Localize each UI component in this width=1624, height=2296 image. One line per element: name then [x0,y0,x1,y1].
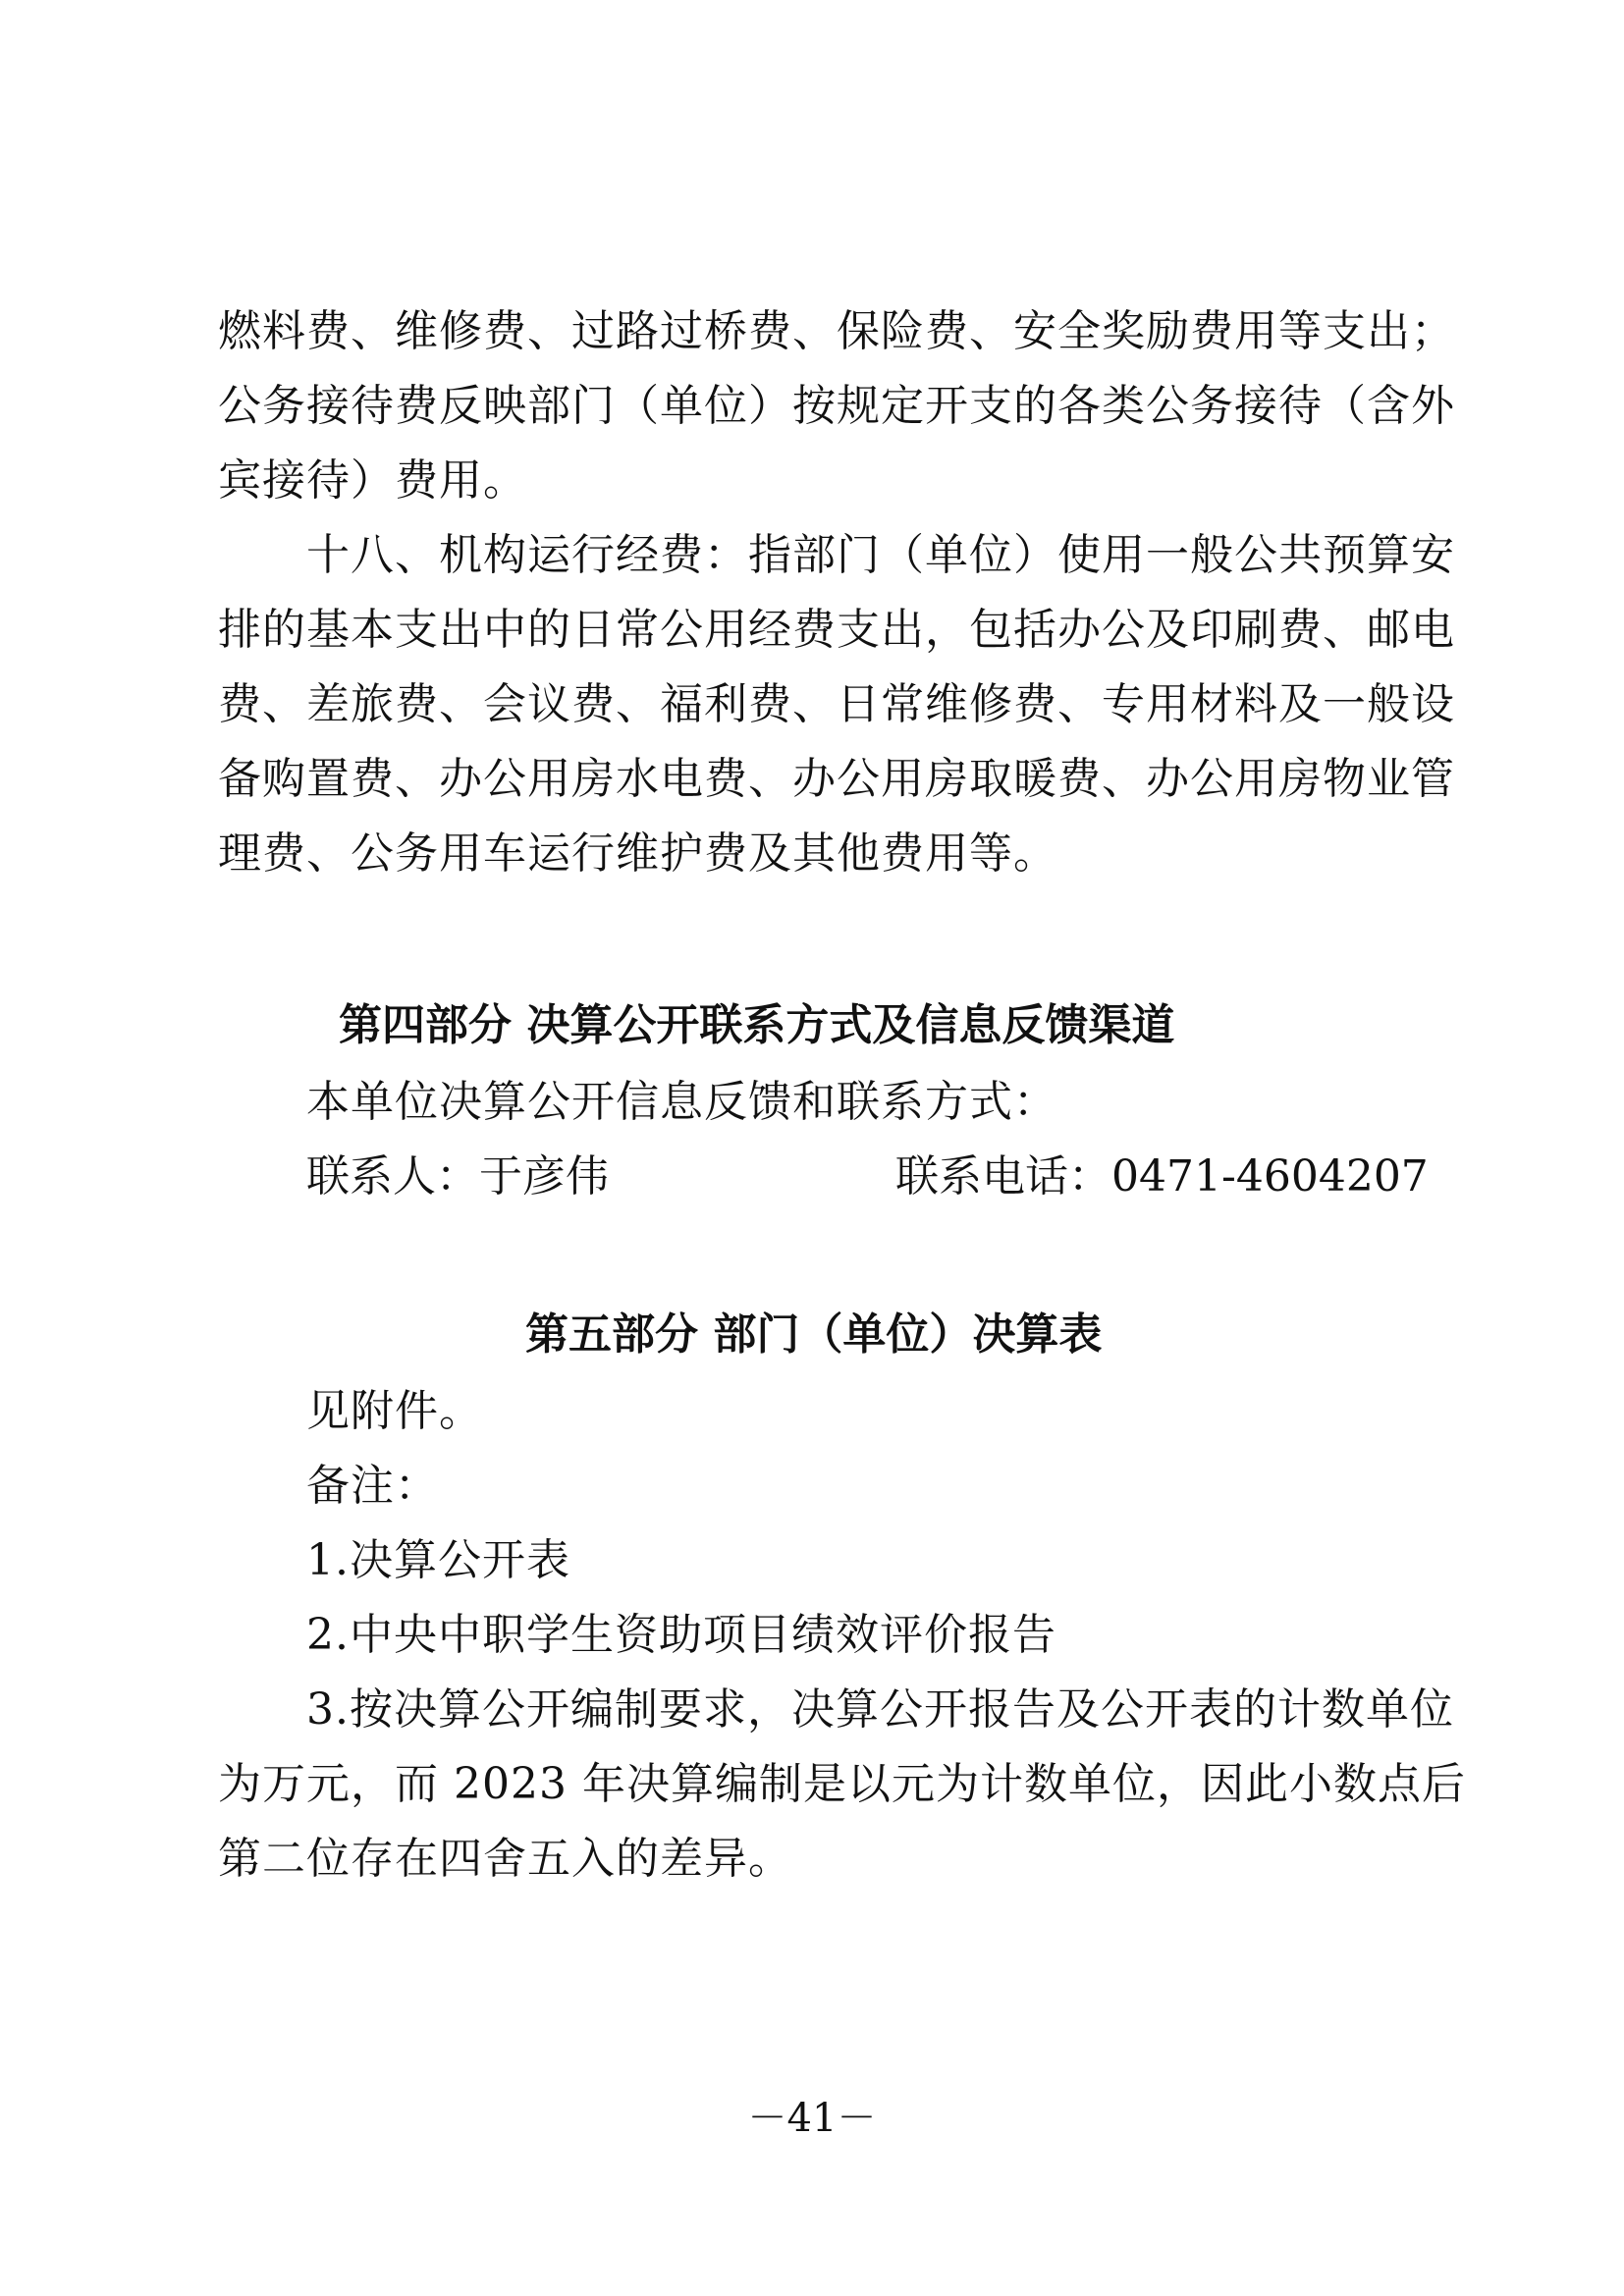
paragraph-line: 宾接待）费用。 [218,455,527,506]
paragraph-line: 费、差旅费、会议费、福利费、日常维修费、专用材料及一般设 [218,679,1455,729]
section-heading-part4: 第四部分 决算公开联系方式及信息反馈渠道 [339,1000,1175,1050]
paragraph-line: 排的基本支出中的日常公用经费支出，包括办公及印刷费、邮电 [218,605,1455,655]
contact-phone: 联系电话：0471-4604207 [895,1151,1429,1201]
section-heading-part5: 第五部分 部门（单位）决算表 [525,1309,1103,1360]
page-number: －41－ [747,2096,877,2141]
note-item: 2.中央中职学生资助项目绩效评价报告 [306,1610,1056,1660]
paragraph-line: 燃料费、维修费、过路过桥费、保险费、安全奖励费用等支出； [218,306,1455,356]
paragraph-line: 备购置费、办公用房水电费、办公用房取暖费、办公用房物业管 [218,754,1455,804]
part4-intro: 本单位决算公开信息反馈和联系方式： [306,1077,1057,1127]
note-label: 备注： [306,1461,439,1511]
note-item: 1.决算公开表 [306,1535,570,1585]
contact-person: 联系人：于彦伟 [306,1151,609,1201]
note-item: 为万元，而 2023 年决算编制是以元为计数单位，因此小数点后 [218,1759,1466,1809]
note-item: 3.按决算公开编制要求，决算公开报告及公开表的计数单位 [306,1684,1454,1735]
paragraph-line: 理费、公务用车运行维护费及其他费用等。 [218,828,1057,879]
paragraph-line: 十八、机构运行经费：指部门（单位）使用一般公共预算安 [306,530,1455,580]
attachment-note: 见附件。 [306,1386,483,1436]
paragraph-line: 公务接待费反映部门（单位）按规定开支的各类公务接待（含外 [218,381,1455,431]
note-item: 第二位存在四舍五入的差异。 [218,1834,792,1884]
